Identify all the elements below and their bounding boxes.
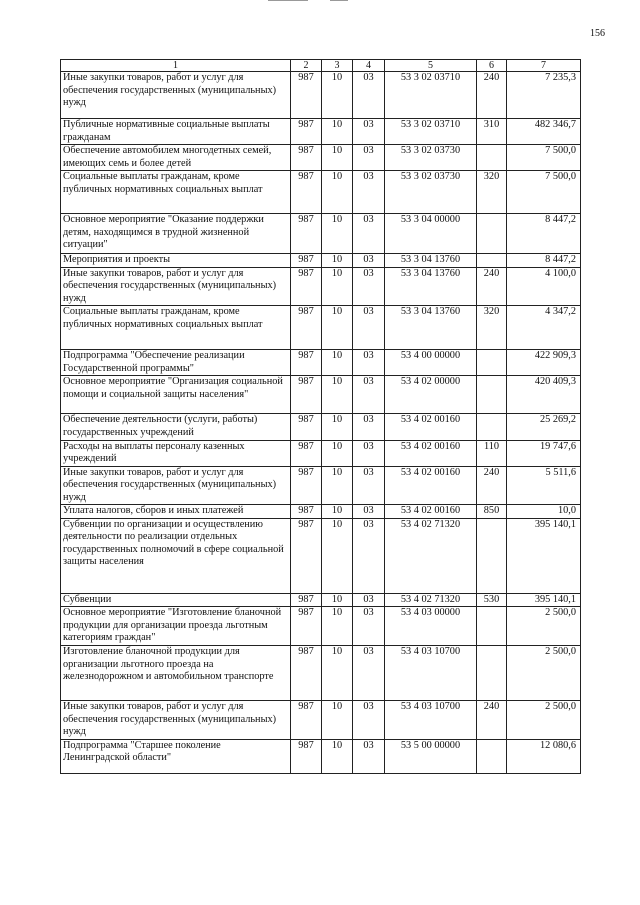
cell-rz: 10 bbox=[322, 505, 353, 519]
cell-name: Иные закупки товаров, работ и услуг для обеспечения государственных (муниципальных) нужд bbox=[61, 267, 291, 306]
cell-name: Иные закупки товаров, работ и услуг для обеспечения государственных (муниципальных) нужд bbox=[61, 466, 291, 505]
table-row bbox=[61, 254, 581, 268]
cell-sum: 5 511,6 bbox=[507, 466, 581, 505]
cell-sum: 482 346,7 bbox=[507, 119, 581, 145]
cell-vr bbox=[477, 739, 507, 773]
cell-rz: 10 bbox=[322, 72, 353, 119]
cell-vr: 320 bbox=[477, 306, 507, 350]
cell-name: Социальные выплаты гражданам, кроме публичных нормативных социальных выплат bbox=[61, 306, 291, 350]
cell-csr: 53 4 02 00000 bbox=[385, 376, 477, 414]
cell-pr: 03 bbox=[353, 306, 385, 350]
cell-name: Мероприятия и проекты bbox=[61, 254, 291, 268]
table-row bbox=[61, 306, 581, 350]
cell-rz: 10 bbox=[322, 607, 353, 646]
cell-vr: 240 bbox=[477, 267, 507, 306]
cell-pr: 03 bbox=[353, 267, 385, 306]
cell-grbs: 987 bbox=[291, 145, 322, 171]
table-row bbox=[61, 214, 581, 254]
cell-sum: 19 747,6 bbox=[507, 440, 581, 466]
table-row bbox=[61, 119, 581, 145]
cell-name: Субвенции bbox=[61, 593, 291, 607]
column-header: 4 bbox=[353, 60, 385, 72]
table-row bbox=[61, 739, 581, 773]
cell-grbs: 987 bbox=[291, 701, 322, 740]
table-row bbox=[61, 171, 581, 214]
cell-name: Иные закупки товаров, работ и услуг для обеспечения государственных (муниципальных) нужд bbox=[61, 701, 291, 740]
cell-pr: 03 bbox=[353, 505, 385, 519]
cell-vr: 850 bbox=[477, 505, 507, 519]
cell-sum: 4 100,0 bbox=[507, 267, 581, 306]
cell-pr: 03 bbox=[353, 72, 385, 119]
cell-rz: 10 bbox=[322, 376, 353, 414]
cell-grbs: 987 bbox=[291, 254, 322, 268]
cell-rz: 10 bbox=[322, 119, 353, 145]
table-row bbox=[61, 440, 581, 466]
cell-pr: 03 bbox=[353, 518, 385, 593]
cell-name: Изготовление бланочной продукции для организации льготного проезда на железнодорожном и автомобильном транспорте bbox=[61, 646, 291, 701]
cell-pr: 03 bbox=[353, 593, 385, 607]
cell-pr: 03 bbox=[353, 739, 385, 773]
cell-pr: 03 bbox=[353, 646, 385, 701]
cell-rz: 10 bbox=[322, 518, 353, 593]
table-row bbox=[61, 376, 581, 414]
table-row bbox=[61, 267, 581, 306]
cell-pr: 03 bbox=[353, 350, 385, 376]
cell-grbs: 987 bbox=[291, 505, 322, 519]
column-header: 7 bbox=[507, 60, 581, 72]
cell-vr: 320 bbox=[477, 171, 507, 214]
cell-pr: 03 bbox=[353, 414, 385, 440]
cell-vr: 310 bbox=[477, 119, 507, 145]
cell-vr: 530 bbox=[477, 593, 507, 607]
cell-name: Обеспечение автомобилем многодетных семей, имеющих семь и более детей bbox=[61, 145, 291, 171]
cell-name: Основное мероприятие "Организация социальной помощи и социальной защиты населения" bbox=[61, 376, 291, 414]
cell-pr: 03 bbox=[353, 145, 385, 171]
cell-grbs: 987 bbox=[291, 214, 322, 254]
table-body bbox=[61, 72, 581, 774]
cell-grbs: 987 bbox=[291, 306, 322, 350]
cell-csr: 53 4 02 00160 bbox=[385, 505, 477, 519]
cell-grbs: 987 bbox=[291, 646, 322, 701]
table-row bbox=[61, 505, 581, 519]
cell-name: Социальные выплаты гражданам, кроме публичных нормативных социальных выплат bbox=[61, 171, 291, 214]
table-row bbox=[61, 466, 581, 505]
cell-name: Подпрограмма "Старшее поколение Ленинградской области" bbox=[61, 739, 291, 773]
cell-grbs: 987 bbox=[291, 376, 322, 414]
cell-grbs: 987 bbox=[291, 593, 322, 607]
cell-rz: 10 bbox=[322, 214, 353, 254]
page-number: 156 bbox=[590, 28, 605, 39]
column-header: 1 bbox=[61, 60, 291, 72]
cell-name: Расходы на выплаты персоналу казенных учреждений bbox=[61, 440, 291, 466]
cell-pr: 03 bbox=[353, 171, 385, 214]
cell-pr: 03 bbox=[353, 119, 385, 145]
cell-grbs: 987 bbox=[291, 350, 322, 376]
cell-csr: 53 3 04 13760 bbox=[385, 306, 477, 350]
cell-vr bbox=[477, 414, 507, 440]
cell-vr bbox=[477, 350, 507, 376]
column-header: 2 bbox=[291, 60, 322, 72]
cell-rz: 10 bbox=[322, 254, 353, 268]
scan-edge-mark bbox=[268, 0, 308, 1]
column-header: 6 bbox=[477, 60, 507, 72]
cell-sum: 4 347,2 bbox=[507, 306, 581, 350]
cell-csr: 53 4 03 00000 bbox=[385, 607, 477, 646]
cell-name: Уплата налогов, сборов и иных платежей bbox=[61, 505, 291, 519]
cell-vr: 240 bbox=[477, 701, 507, 740]
cell-vr: 240 bbox=[477, 466, 507, 505]
cell-name: Подпрограмма "Обеспечение реализации Государственной программы" bbox=[61, 350, 291, 376]
cell-pr: 03 bbox=[353, 466, 385, 505]
cell-sum: 7 235,3 bbox=[507, 72, 581, 119]
cell-csr: 53 3 02 03730 bbox=[385, 145, 477, 171]
cell-sum: 422 909,3 bbox=[507, 350, 581, 376]
cell-vr: 240 bbox=[477, 72, 507, 119]
cell-csr: 53 4 03 10700 bbox=[385, 646, 477, 701]
cell-name: Иные закупки товаров, работ и услуг для обеспечения государственных (муниципальных) нужд bbox=[61, 72, 291, 119]
cell-grbs: 987 bbox=[291, 466, 322, 505]
cell-rz: 10 bbox=[322, 739, 353, 773]
cell-sum: 2 500,0 bbox=[507, 607, 581, 646]
budget-table bbox=[60, 59, 581, 774]
cell-sum: 2 500,0 bbox=[507, 701, 581, 740]
table-row bbox=[61, 701, 581, 740]
cell-csr: 53 5 00 00000 bbox=[385, 739, 477, 773]
cell-pr: 03 bbox=[353, 440, 385, 466]
cell-rz: 10 bbox=[322, 466, 353, 505]
table-row bbox=[61, 646, 581, 701]
cell-csr: 53 3 02 03730 bbox=[385, 171, 477, 214]
cell-rz: 10 bbox=[322, 306, 353, 350]
cell-rz: 10 bbox=[322, 646, 353, 701]
cell-vr bbox=[477, 254, 507, 268]
cell-csr: 53 3 04 13760 bbox=[385, 254, 477, 268]
cell-rz: 10 bbox=[322, 440, 353, 466]
cell-vr bbox=[477, 607, 507, 646]
cell-grbs: 987 bbox=[291, 414, 322, 440]
cell-pr: 03 bbox=[353, 607, 385, 646]
cell-sum: 12 080,6 bbox=[507, 739, 581, 773]
column-header: 5 bbox=[385, 60, 477, 72]
table-row bbox=[61, 414, 581, 440]
cell-grbs: 987 bbox=[291, 267, 322, 306]
cell-vr: 110 bbox=[477, 440, 507, 466]
cell-csr: 53 4 02 00160 bbox=[385, 440, 477, 466]
cell-csr: 53 3 04 00000 bbox=[385, 214, 477, 254]
table-row bbox=[61, 607, 581, 646]
table-row bbox=[61, 350, 581, 376]
cell-rz: 10 bbox=[322, 414, 353, 440]
cell-sum: 2 500,0 bbox=[507, 646, 581, 701]
cell-name: Субвенции по организации и осуществлению деятельности по реализации отдельных государственных полномочий в сфере социальной защиты населения bbox=[61, 518, 291, 593]
cell-csr: 53 4 02 00160 bbox=[385, 466, 477, 505]
cell-csr: 53 3 04 13760 bbox=[385, 267, 477, 306]
cell-csr: 53 4 00 00000 bbox=[385, 350, 477, 376]
cell-vr bbox=[477, 214, 507, 254]
cell-csr: 53 4 02 71320 bbox=[385, 518, 477, 593]
cell-csr: 53 4 02 71320 bbox=[385, 593, 477, 607]
cell-rz: 10 bbox=[322, 145, 353, 171]
cell-grbs: 987 bbox=[291, 607, 322, 646]
cell-grbs: 987 bbox=[291, 171, 322, 214]
cell-name: Публичные нормативные социальные выплаты гражданам bbox=[61, 119, 291, 145]
cell-rz: 10 bbox=[322, 350, 353, 376]
cell-vr bbox=[477, 646, 507, 701]
cell-grbs: 987 bbox=[291, 440, 322, 466]
cell-sum: 8 447,2 bbox=[507, 254, 581, 268]
cell-grbs: 987 bbox=[291, 739, 322, 773]
cell-csr: 53 3 02 03710 bbox=[385, 72, 477, 119]
cell-sum: 25 269,2 bbox=[507, 414, 581, 440]
cell-rz: 10 bbox=[322, 267, 353, 306]
cell-grbs: 987 bbox=[291, 518, 322, 593]
cell-sum: 10,0 bbox=[507, 505, 581, 519]
table-row bbox=[61, 72, 581, 119]
cell-rz: 10 bbox=[322, 701, 353, 740]
cell-csr: 53 4 02 00160 bbox=[385, 414, 477, 440]
cell-grbs: 987 bbox=[291, 72, 322, 119]
cell-name: Обеспечение деятельности (услуги, работы) государственных учреждений bbox=[61, 414, 291, 440]
cell-vr bbox=[477, 145, 507, 171]
cell-rz: 10 bbox=[322, 171, 353, 214]
cell-pr: 03 bbox=[353, 254, 385, 268]
cell-name: Основное мероприятие "Оказание поддержки детям, находящимся в трудной жизненной ситуации" bbox=[61, 214, 291, 254]
cell-sum: 395 140,1 bbox=[507, 518, 581, 593]
cell-sum: 395 140,1 bbox=[507, 593, 581, 607]
cell-pr: 03 bbox=[353, 214, 385, 254]
cell-sum: 7 500,0 bbox=[507, 171, 581, 214]
cell-sum: 8 447,2 bbox=[507, 214, 581, 254]
table-row bbox=[61, 145, 581, 171]
cell-vr bbox=[477, 518, 507, 593]
cell-pr: 03 bbox=[353, 701, 385, 740]
cell-sum: 420 409,3 bbox=[507, 376, 581, 414]
cell-csr: 53 4 03 10700 bbox=[385, 701, 477, 740]
header-row bbox=[61, 60, 581, 72]
cell-sum: 7 500,0 bbox=[507, 145, 581, 171]
cell-pr: 03 bbox=[353, 376, 385, 414]
scan-edge-mark bbox=[330, 0, 348, 1]
cell-grbs: 987 bbox=[291, 119, 322, 145]
cell-csr: 53 3 02 03710 bbox=[385, 119, 477, 145]
cell-vr bbox=[477, 376, 507, 414]
cell-name: Основное мероприятие "Изготовление бланочной продукции для организации проезда льготным категориям граждан" bbox=[61, 607, 291, 646]
cell-rz: 10 bbox=[322, 593, 353, 607]
table-row bbox=[61, 593, 581, 607]
column-header: 3 bbox=[322, 60, 353, 72]
table-row bbox=[61, 518, 581, 593]
